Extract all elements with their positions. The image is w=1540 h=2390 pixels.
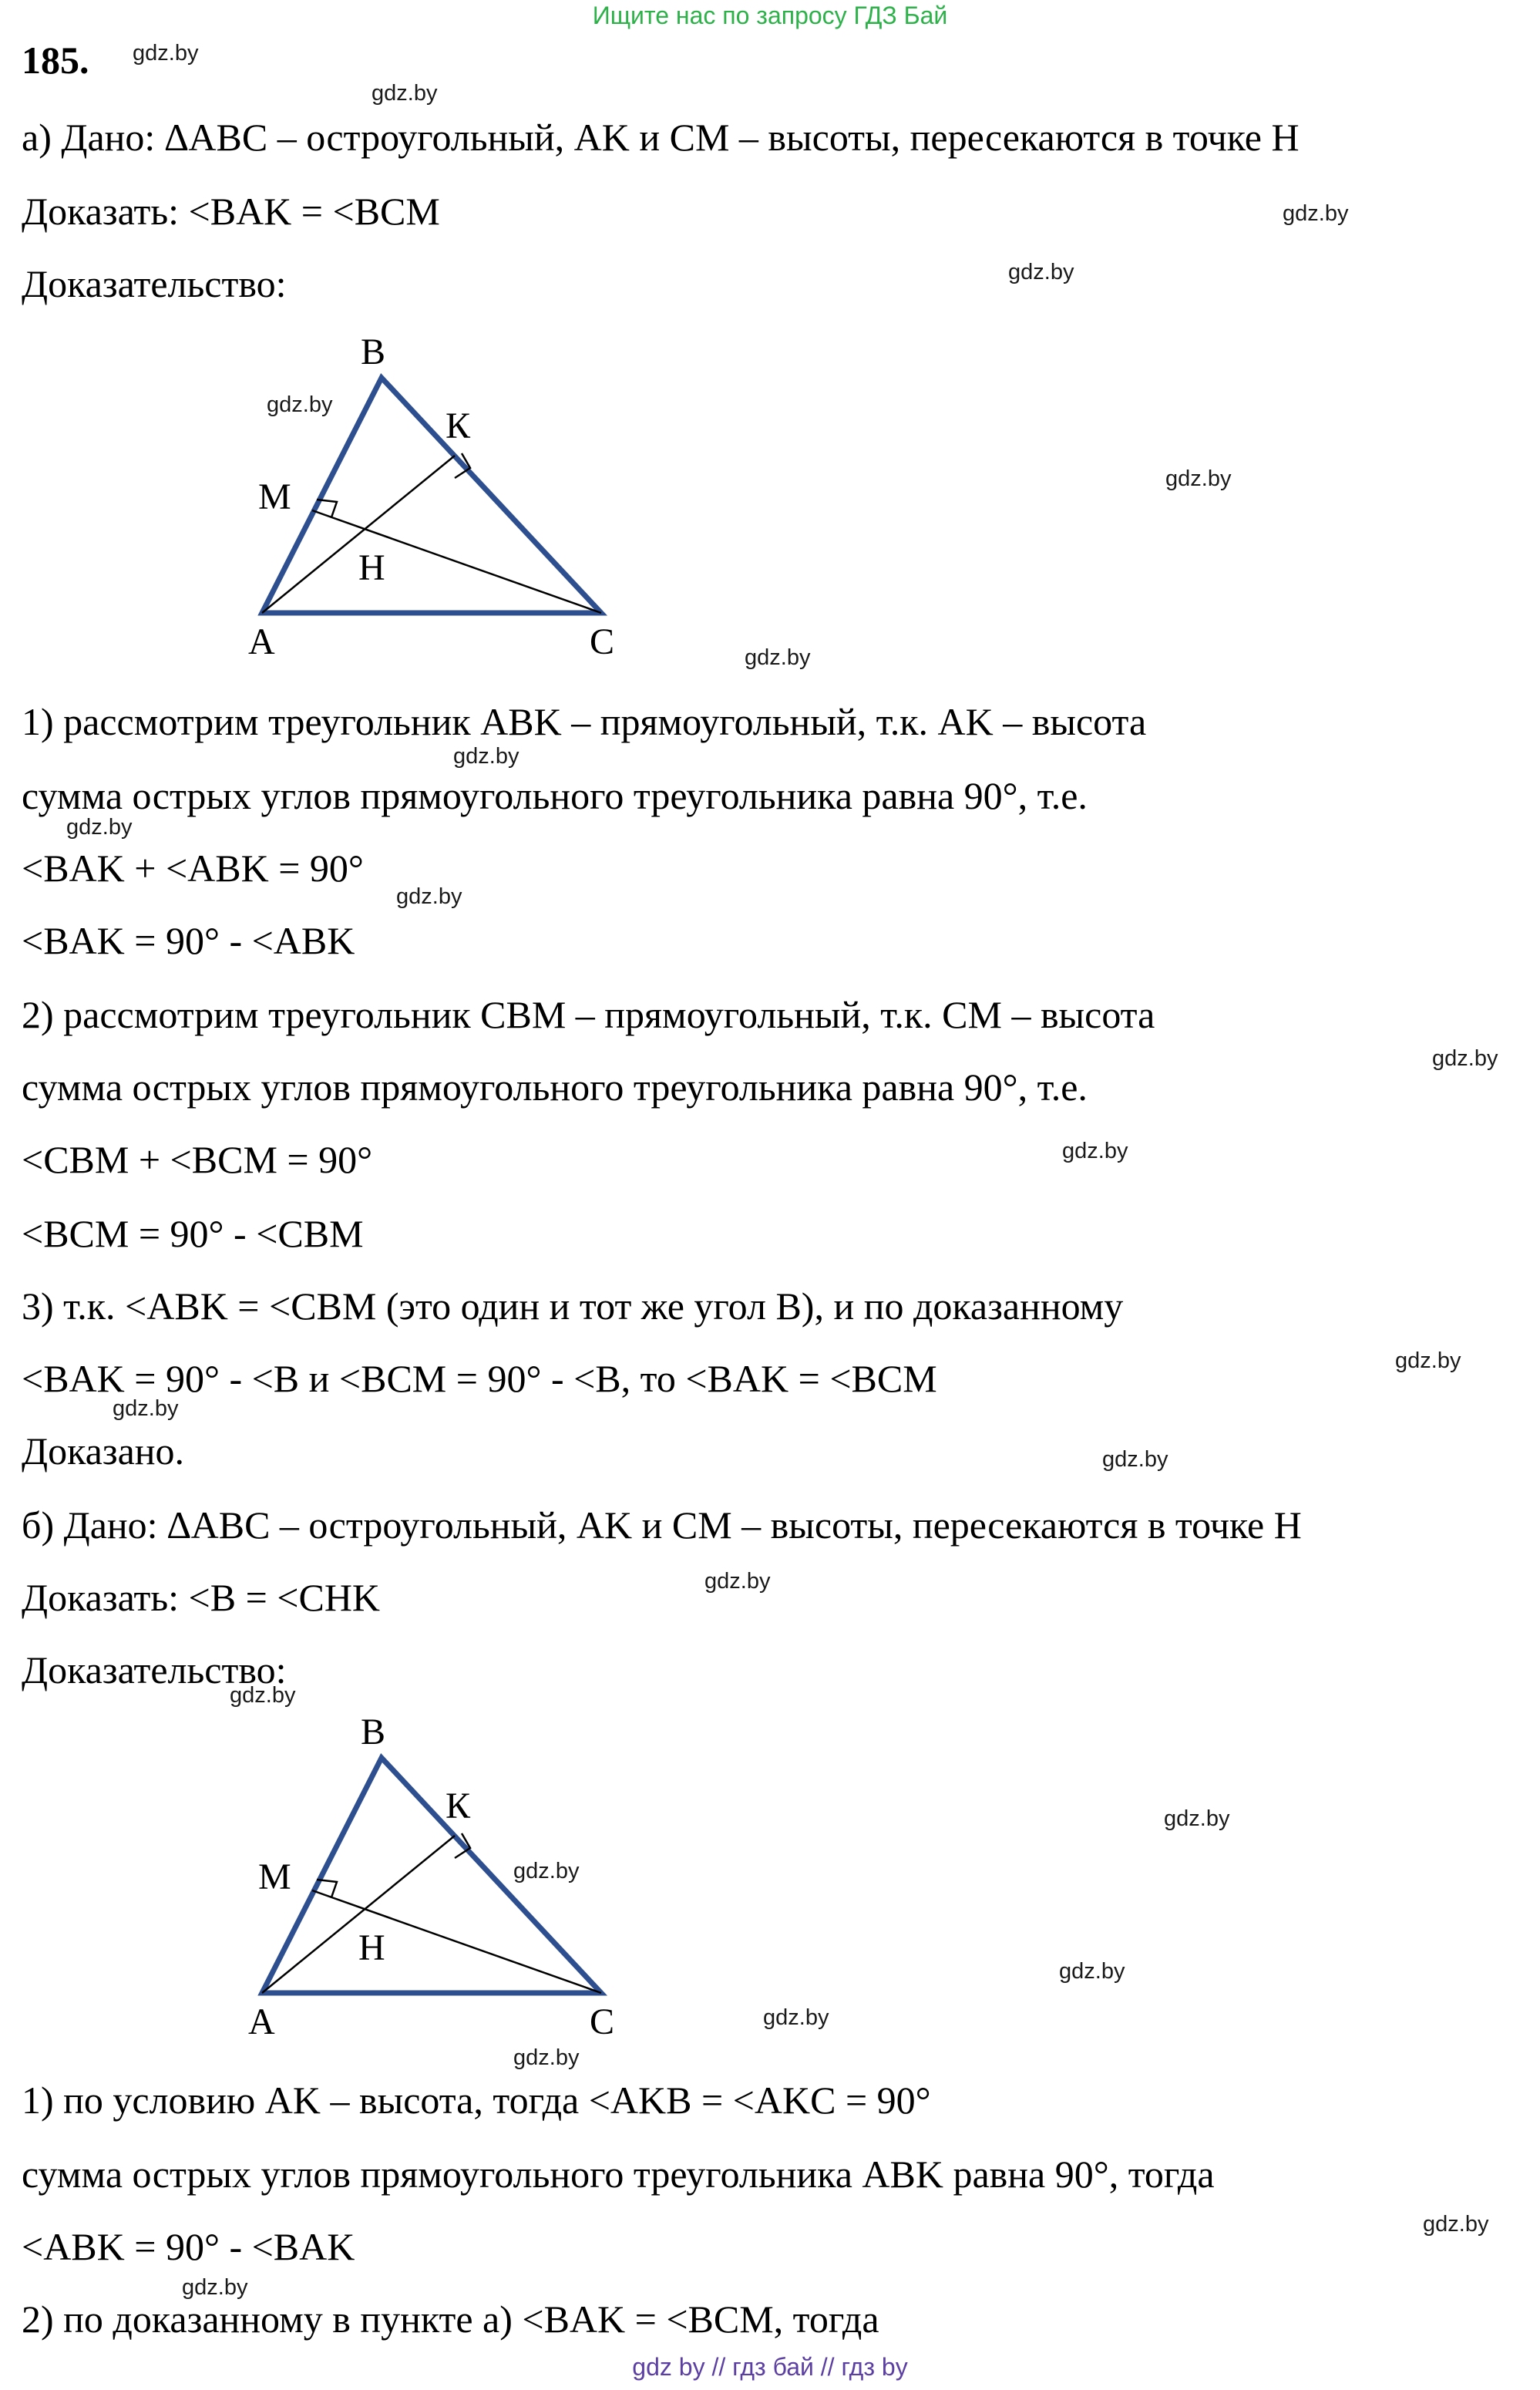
part-a-prove: Доказать: <BAK = <BCM bbox=[22, 190, 440, 233]
part-b-proof-label: Доказательство: bbox=[22, 1648, 287, 1692]
problem-number: 185. bbox=[22, 39, 89, 82]
watermark: gdz.by bbox=[1165, 466, 1232, 491]
label-h: H bbox=[358, 1927, 385, 1968]
watermark: gdz.by bbox=[1102, 1447, 1168, 1472]
watermark: gdz.by bbox=[1283, 201, 1349, 226]
bottom-footer[interactable]: gdz by // гдз бай // гдз by bbox=[632, 2353, 908, 2381]
figure-a bbox=[231, 324, 663, 655]
part-a-line-3: <BAK + <ABK = 90° bbox=[22, 847, 364, 890]
label-m: M bbox=[258, 476, 291, 517]
watermark: gdz.by bbox=[182, 2275, 248, 2300]
watermark: gdz.by bbox=[1423, 2212, 1489, 2237]
watermark: gdz.by bbox=[704, 1569, 771, 1594]
watermark: gdz.by bbox=[230, 1683, 296, 1708]
watermark: gdz.by bbox=[113, 1396, 179, 1421]
part-a-line-6: сумма острых углов прямоугольного треугольника равна 90°, т.е. bbox=[22, 1065, 1088, 1109]
part-a-line-1: 1) рассмотрим треугольник ABK – прямоугольный, т.к. AK – высота bbox=[22, 700, 1147, 743]
part-a-line-11: Доказано. bbox=[22, 1429, 185, 1473]
watermark: gdz.by bbox=[1059, 1959, 1125, 1984]
part-a-given: а) Дано: ∆ABC – остроугольный, AK и CM – высоты, пересекаются в точке H bbox=[22, 116, 1300, 159]
part-a-line-10: <BAK = 90° - <B и <BCM = 90° - <B, то <BAK = <BCM bbox=[22, 1357, 937, 1400]
label-a: A bbox=[248, 2001, 275, 2035]
label-m: M bbox=[258, 1856, 291, 1897]
label-a: A bbox=[248, 621, 275, 655]
watermark: gdz.by bbox=[763, 2005, 829, 2030]
label-b: B bbox=[361, 1712, 386, 1752]
watermark: gdz.by bbox=[1062, 1139, 1128, 1163]
part-b-line-4: 2) по доказанному в пункте а) <BAK = <BCM, тогда bbox=[22, 2297, 879, 2341]
watermark: gdz.by bbox=[66, 815, 133, 840]
watermark: gdz.by bbox=[372, 81, 438, 106]
watermark: gdz.by bbox=[513, 2045, 580, 2070]
label-h: H bbox=[358, 547, 385, 588]
watermark: gdz.by bbox=[453, 744, 519, 769]
part-a-line-2: сумма острых углов прямоугольного треугольника равна 90°, т.е. bbox=[22, 774, 1088, 817]
part-b-prove: Доказать: <B = <CHK bbox=[22, 1576, 381, 1619]
watermark: gdz.by bbox=[133, 41, 199, 66]
part-a-line-8: <BCM = 90° - <CBM bbox=[22, 1212, 364, 1255]
part-b-line-3: <ABK = 90° - <BAK bbox=[22, 2225, 355, 2268]
altitude-cm bbox=[312, 510, 601, 613]
watermark: gdz.by bbox=[1008, 260, 1074, 284]
watermark: gdz.by bbox=[1395, 1348, 1461, 1373]
top-banner[interactable]: Ищите нас по запросу ГДЗ Бай bbox=[592, 2, 948, 29]
watermark: gdz.by bbox=[1432, 1046, 1498, 1071]
figure-b bbox=[231, 1704, 663, 2035]
part-a-line-9: 3) т.к. <ABK = <CBM (это один и тот же угол B), и по доказанному bbox=[22, 1284, 1124, 1328]
part-a-proof-label: Доказательство: bbox=[22, 262, 287, 305]
part-a-line-5: 2) рассмотрим треугольник CBM – прямоугольный, т.к. CM – высота bbox=[22, 993, 1155, 1036]
label-k: К bbox=[446, 1786, 471, 1826]
watermark: gdz.by bbox=[396, 884, 462, 909]
watermark: gdz.by bbox=[513, 1859, 580, 1883]
label-b: B bbox=[361, 332, 386, 372]
part-a-line-7: <CBM + <BCM = 90° bbox=[22, 1138, 373, 1181]
watermark: gdz.by bbox=[267, 392, 333, 417]
label-c: C bbox=[590, 621, 615, 655]
watermark: gdz.by bbox=[745, 645, 811, 670]
part-b-line-1: 1) по условию AK – высота, тогда <AKB = <AKC = 90° bbox=[22, 2079, 931, 2122]
altitude-cm bbox=[312, 1890, 601, 1993]
part-b-given: б) Дано: ∆ABC – остроугольный, AK и CM – высоты, пересекаются в точке H bbox=[22, 1503, 1302, 1547]
label-c: C bbox=[590, 2001, 615, 2035]
watermark: gdz.by bbox=[1164, 1806, 1230, 1831]
part-b-line-2: сумма острых углов прямоугольного треугольника ABK равна 90°, тогда bbox=[22, 2153, 1215, 2196]
part-a-line-4: <BAK = 90° - <ABK bbox=[22, 919, 355, 962]
label-k: К bbox=[446, 406, 471, 446]
